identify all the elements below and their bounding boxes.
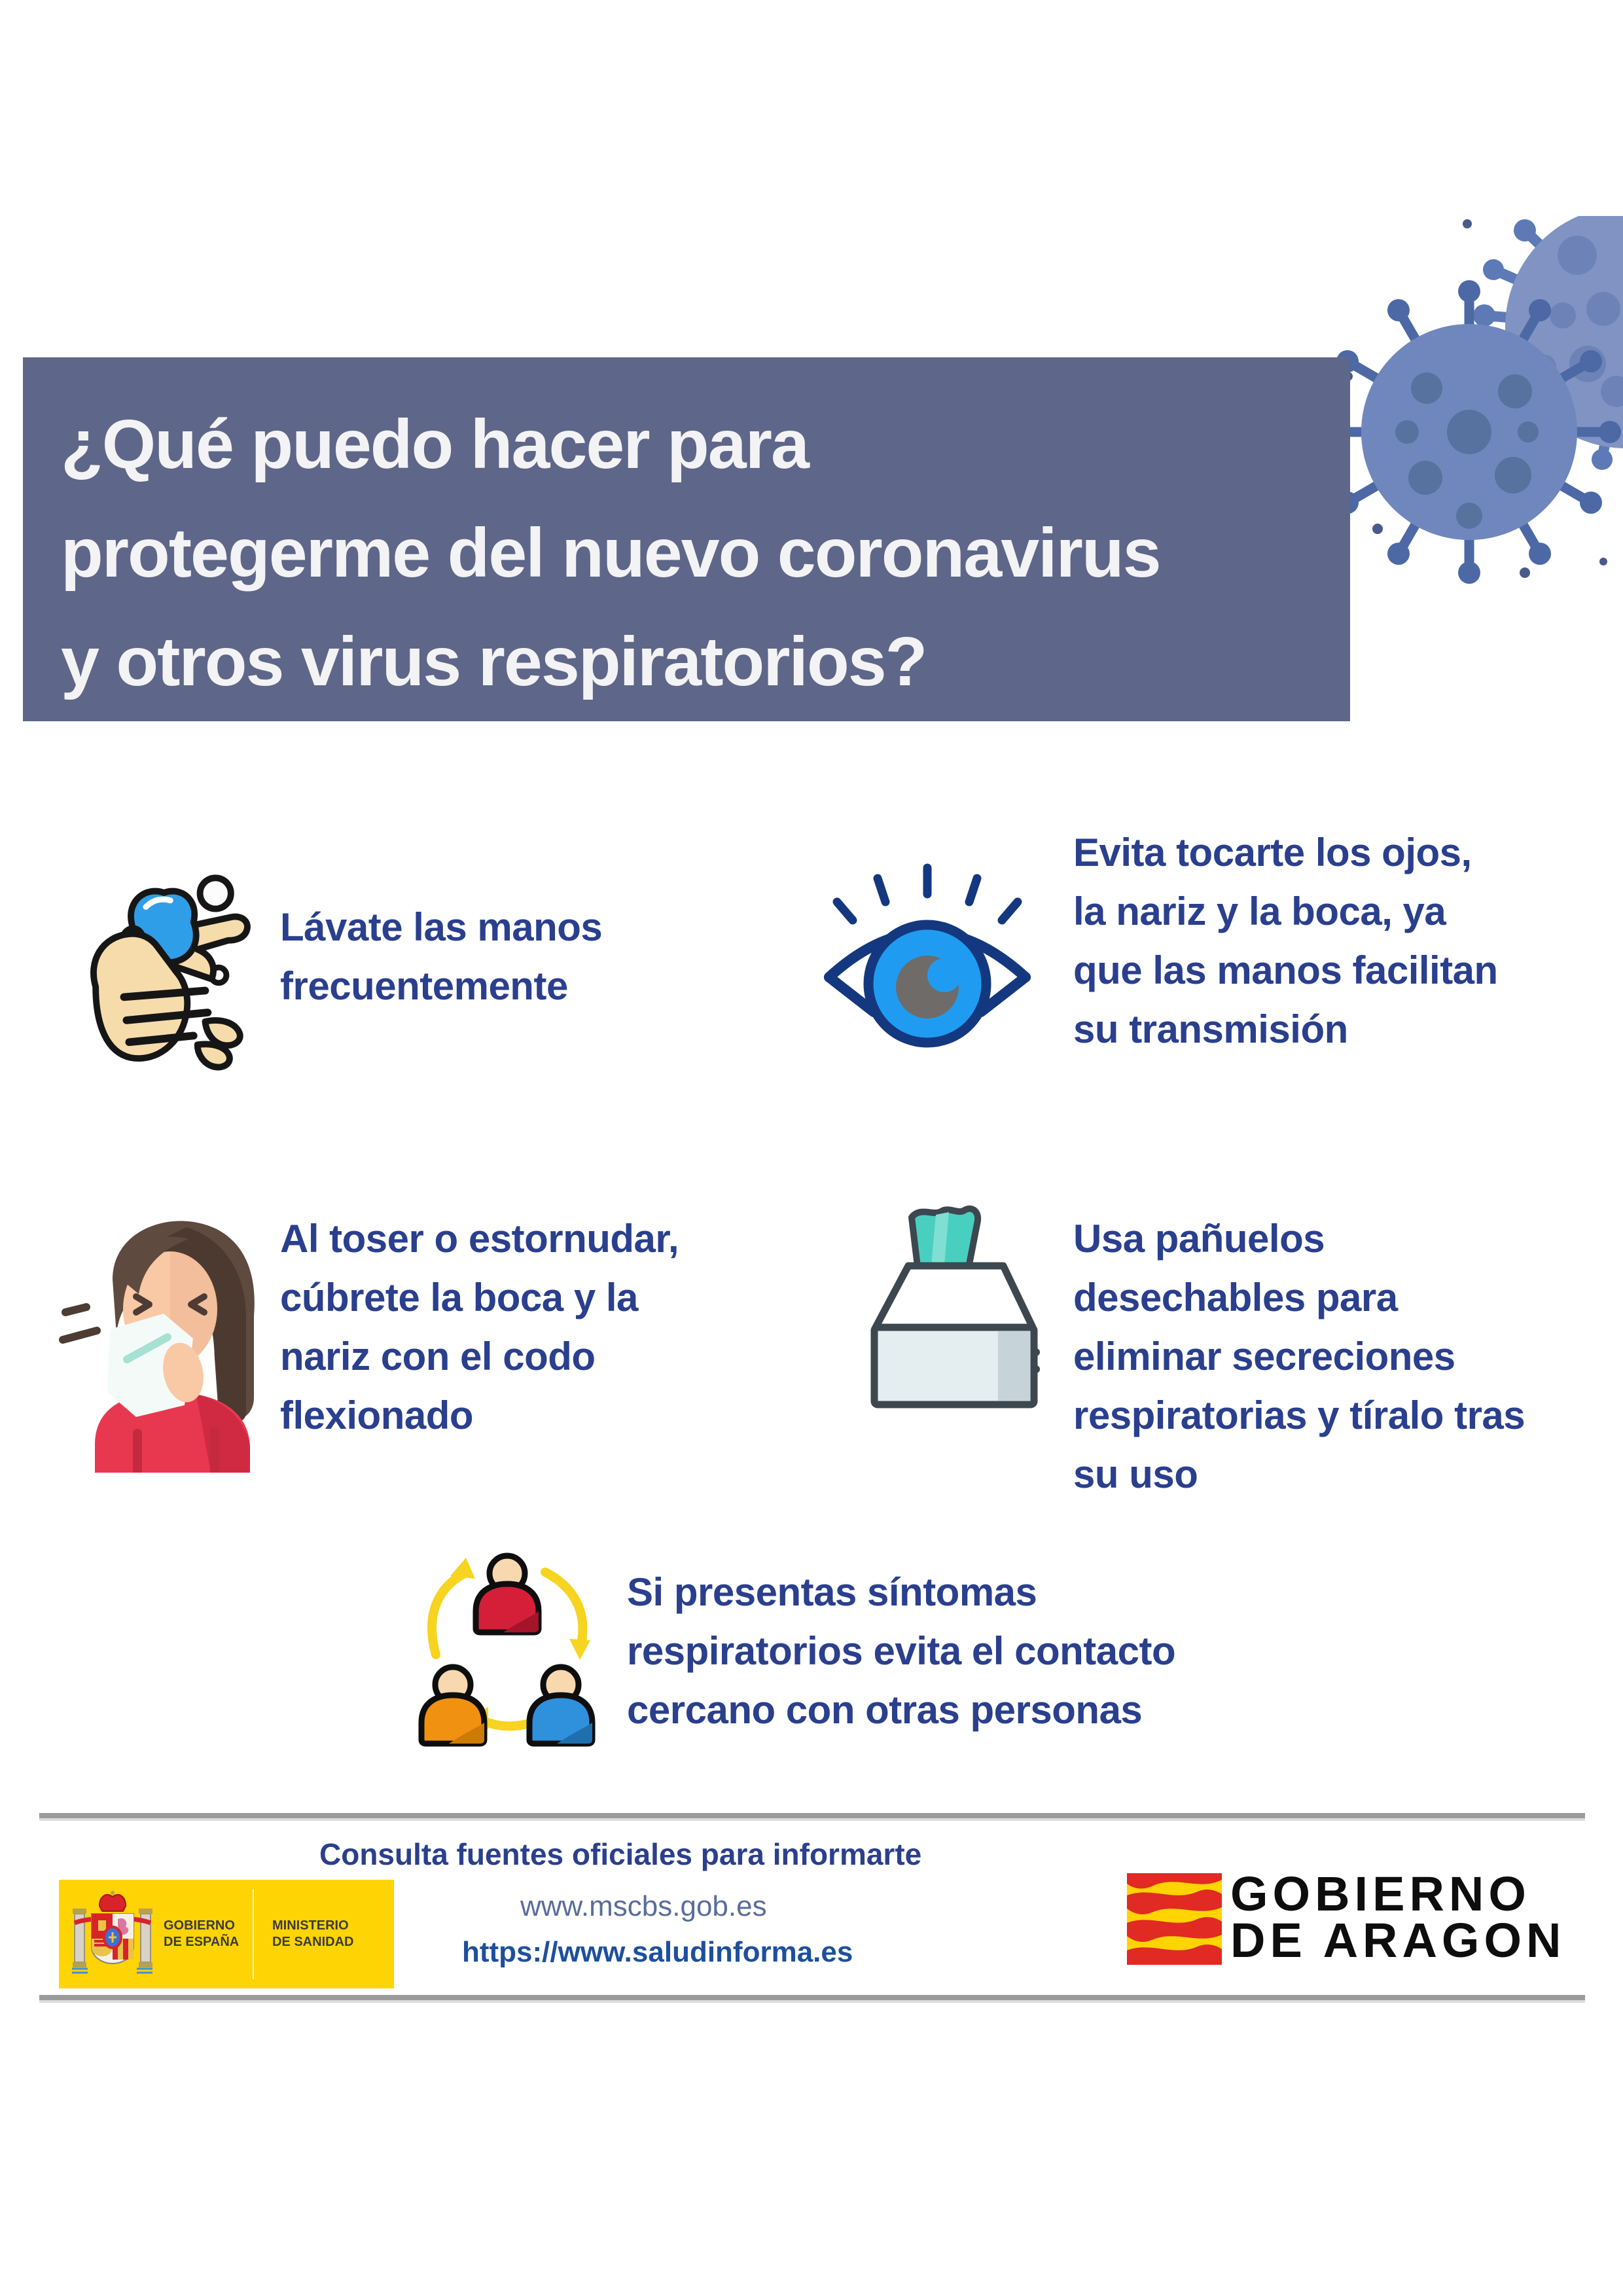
tissue-box-icon	[836, 1203, 1043, 1432]
saludinforma-url: https://www.saludinforma.es	[462, 1936, 853, 1968]
tip-cover-cough	[280, 1210, 679, 1445]
logo-divider	[253, 1889, 254, 1979]
footer-bottom-divider	[39, 1995, 1585, 2003]
handwash-icon	[62, 863, 265, 1085]
tip-line: cercano con otras personas	[627, 1688, 1143, 1732]
gobierno-espana-label	[164, 1918, 239, 1950]
tip-line: Evita tocarte los ojos,	[1073, 831, 1472, 874]
logo-text-line: GOBIERNO	[164, 1918, 235, 1933]
tip-line: Al toser o estornudar,	[280, 1217, 679, 1261]
tip-wash-hands	[280, 898, 602, 1016]
tip-line: desechables para	[1073, 1276, 1398, 1319]
tip-line: cúbrete la boca y la	[280, 1276, 638, 1319]
logo-text-line: DE ESPAÑA	[164, 1935, 240, 1949]
footer-top-divider	[39, 1813, 1585, 1821]
tip-line: la nariz y la boca, ya	[1073, 889, 1446, 933]
aragon-flag-icon	[1127, 1873, 1222, 1968]
tip-line: flexionado	[280, 1393, 474, 1437]
tip-avoid-close-contact	[627, 1563, 1175, 1740]
tip-line: frecuentemente	[280, 964, 568, 1008]
logo-text-line: MINISTERIO	[272, 1918, 349, 1933]
people-cycle-icon	[411, 1550, 604, 1766]
tip-line: que las manos facilitan	[1073, 948, 1498, 992]
tip-line: Si presentas síntomas	[627, 1570, 1037, 1614]
tip-line: nariz con el codo	[280, 1335, 596, 1378]
coronavirus-illustration-icon	[1329, 216, 1623, 589]
sneeze-into-tissue-icon	[59, 1201, 278, 1476]
gobierno-aragon-logo	[1127, 1867, 1585, 1969]
tip-avoid-touching-face	[1073, 823, 1498, 1059]
tip-line: respiratorios evita el contacto	[627, 1629, 1176, 1673]
tip-line: Lávate las manos	[280, 905, 603, 949]
tip-line: su transmisión	[1073, 1007, 1348, 1051]
gobierno-aragon-label	[1230, 1867, 1566, 1967]
title-line: protegerme del nuevo coronavirus	[61, 514, 1160, 592]
ministerio-sanidad-label	[272, 1918, 353, 1950]
title-line: y otros virus respiratorios?	[61, 623, 927, 700]
eye-icon	[815, 856, 1041, 1056]
tip-line: respiratorias y tíralo tras	[1073, 1393, 1525, 1437]
title-line: ¿Qué puedo hacer para	[61, 406, 808, 483]
logo-text-line: DE SANIDAD	[272, 1935, 354, 1949]
tip-line: eliminar secreciones	[1073, 1335, 1455, 1378]
gobierno-espana-logo	[59, 1880, 394, 1988]
logo-text-line: GOBIERNO	[1230, 1867, 1531, 1921]
tip-disposable-tissues	[1073, 1210, 1525, 1504]
page-title	[23, 357, 1350, 716]
title-banner	[23, 357, 1350, 721]
mscbs-url: www.mscbs.gob.es	[520, 1890, 767, 1922]
spain-coat-of-arms-icon	[71, 1889, 154, 1982]
logo-text-line: DE ARAGON	[1230, 1913, 1566, 1967]
tip-line: su uso	[1073, 1452, 1198, 1496]
footer-heading: Consulta fuentes oficiales para informarte	[319, 1837, 922, 1871]
tip-line: Usa pañuelos	[1073, 1217, 1325, 1261]
